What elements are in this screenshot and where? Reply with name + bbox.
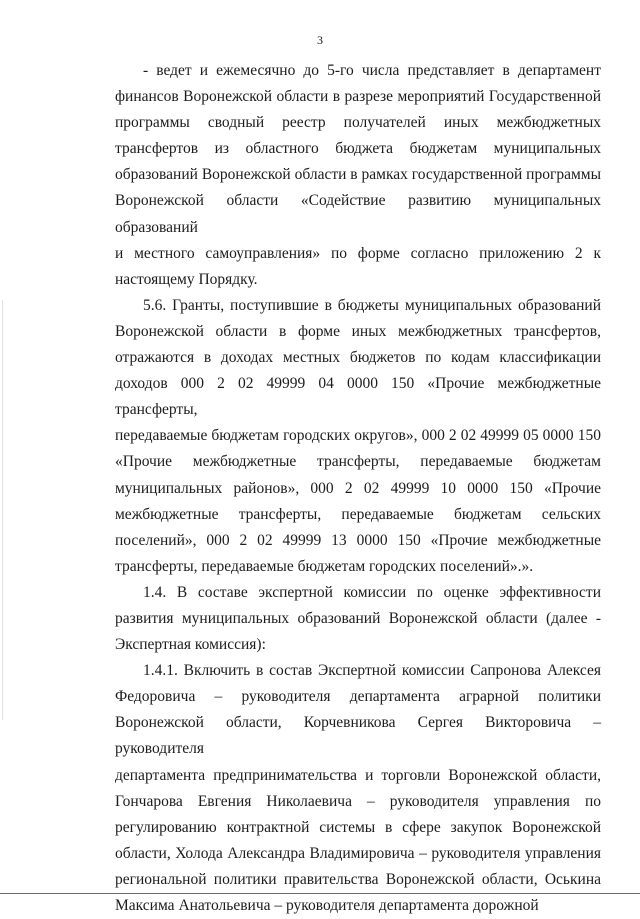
text-line: регулированию контрактной системы в сфере закупок Воронежской — [115, 818, 601, 836]
text-line: муниципальных районов», 000 2 02 49999 10 0000 150 «Прочие — [115, 479, 601, 497]
text-line: передаваемые бюджетам городских округов», 000 2 02 49999 05 0000 150 — [115, 427, 601, 445]
text-line: финансов Воронежской области в разрезе мероприятий Государственной — [115, 88, 601, 106]
text-line: Максима Анатольевича – руководителя департамента дорожной — [115, 897, 539, 914]
text-line: трансферты, передаваемые бюджетам городских поселений».». — [115, 557, 534, 575]
text-line: Федоровича – руководителя департамента аграрной политики — [115, 688, 601, 706]
scan-edge-shadow — [2, 300, 3, 720]
paragraph-p2 — [115, 293, 601, 580]
text-line: трансфертов из областного бюджета бюджетам муниципальных — [115, 140, 601, 158]
text-line: доходов 000 2 02 49999 04 0000 150 «Прочие межбюджетные трансферты, — [115, 375, 601, 419]
page-number: 3 — [317, 33, 323, 47]
text-line: настоящему Порядку. — [115, 270, 258, 288]
text-line: образований Воронежской области в рамках государственной программы — [115, 166, 601, 184]
text-line: области, Холода Александра Владимировича – руководителя управления — [115, 844, 601, 862]
text-line: региональной политики правительства Воронежской области, Оськина — [115, 870, 601, 888]
text-line: поселений», 000 2 02 49999 13 0000 150 «Прочие межбюджетные — [115, 531, 601, 549]
text-line: 1.4. В составе экспертной комиссии по оценке эффективности — [143, 583, 601, 601]
text-line: Гончарова Евгения Николаевича – руководителя управления по — [115, 792, 601, 810]
text-line: 5.6. Гранты, поступившие в бюджеты муниципальных образований — [143, 296, 601, 314]
document-body — [115, 58, 601, 919]
text-line: Воронежской области в форме иных межбюджетных трансфертов, — [115, 322, 601, 340]
text-line: 1.4.1. Включить в состав Экспертной комиссии Сапронова Алексея — [143, 662, 601, 680]
text-line: межбюджетные трансферты, передаваемые бюджетам сельских — [115, 505, 601, 523]
text-line: «Прочие межбюджетные трансферты, передаваемые бюджетам — [115, 453, 601, 471]
paragraph-p3 — [115, 580, 601, 658]
page-bottom-edge — [0, 893, 640, 894]
text-line: Воронежской области «Содействие развитию муниципальных образований — [115, 192, 601, 236]
text-line: Воронежской области, Корчевникова Сергея Викторовича – руководителя — [115, 714, 601, 758]
text-line: Экспертная комиссия): — [115, 636, 266, 654]
text-line: - ведет и ежемесячно до 5-го числа представляет в департамент — [143, 62, 601, 79]
text-line: департамента предпринимательства и торговли Воронежской области, — [115, 766, 601, 784]
text-line: развития муниципальных образований Воронежской области (далее - — [115, 609, 601, 627]
text-line: и местного самоуправления» по форме согласно приложению 2 к — [115, 244, 601, 262]
paragraph-p4 — [115, 658, 601, 919]
text-line: программы сводный реестр получателей иных межбюджетных — [115, 114, 601, 132]
text-line: отражаются в доходах местных бюджетов по кодам классификации — [115, 349, 601, 367]
paragraph-p1 — [115, 58, 601, 293]
